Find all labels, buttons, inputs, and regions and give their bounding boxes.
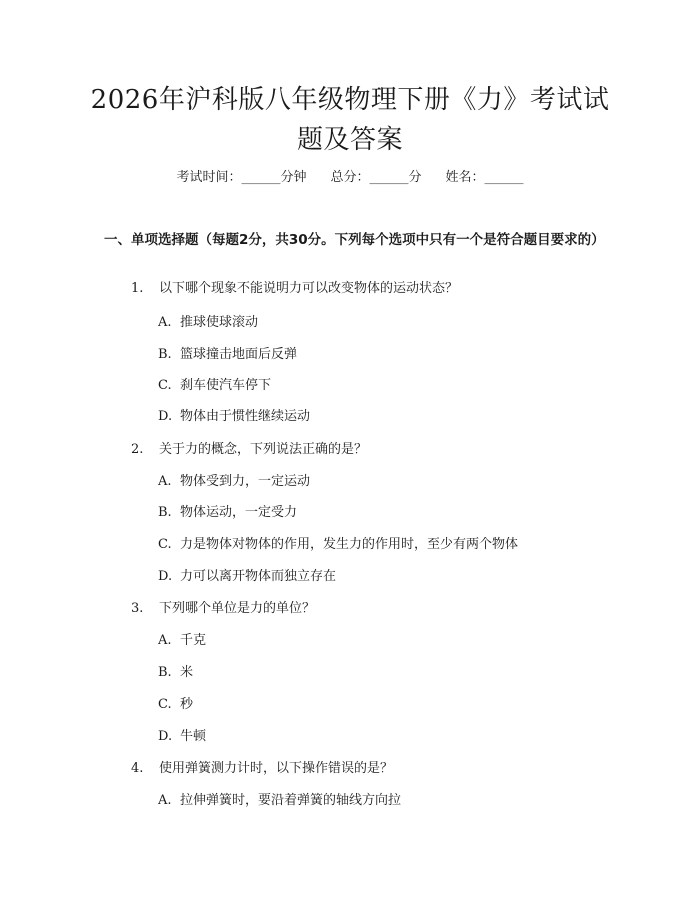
question-2-option-c: [158, 535, 518, 555]
option-text: 米: [180, 665, 194, 680]
question-1-option-c: [158, 376, 271, 396]
question-1-option-a: [158, 313, 258, 333]
question-3-option-d: [158, 727, 206, 747]
option-text: 推球使球滚动: [180, 315, 259, 330]
question-2-option-d: [158, 567, 336, 587]
section-heading-single-choice: 一、单项选择题（每题2分，共30分。下列每个选项中只有一个是符合题目要求的）: [104, 232, 605, 248]
question-number: 3.: [131, 601, 144, 616]
option-letter: B.: [158, 665, 172, 680]
exam-info-line: [0, 168, 700, 188]
option-letter: A.: [158, 633, 172, 648]
option-letter: D.: [158, 569, 173, 584]
question-3: [131, 599, 315, 619]
question-number: 4.: [131, 761, 144, 776]
question-text: 关于力的概念，下列说法正确的是？: [159, 442, 368, 457]
option-letter: C.: [158, 697, 172, 712]
option-text: 秒: [180, 697, 194, 712]
question-1-option-d: [158, 407, 310, 427]
option-letter: B.: [158, 505, 172, 520]
option-text: 物体运动，一定受力: [180, 505, 298, 520]
question-2-option-a: [158, 472, 310, 492]
question-text: 使用弹簧测力计时，以下操作错误的是？: [159, 761, 394, 776]
question-4-option-a: [158, 791, 401, 811]
option-letter: A.: [158, 315, 172, 330]
option-letter: B.: [158, 347, 172, 362]
option-text: 物体由于惯性继续运动: [180, 409, 311, 424]
option-letter: D.: [158, 729, 173, 744]
question-text: 下列哪个单位是力的单位？: [159, 601, 316, 616]
document-title: 2026年沪科版八年级物理下册《力》考试试题及答案: [90, 85, 610, 155]
option-text: 篮球撞击地面后反弹: [180, 347, 298, 362]
question-2-option-b: [158, 503, 297, 523]
exam-time-field: 考试时间：______分钟: [176, 170, 307, 185]
option-letter: C.: [158, 378, 172, 393]
option-letter: A.: [158, 474, 172, 489]
option-text: 千克: [180, 633, 207, 648]
option-letter: A.: [158, 793, 172, 808]
option-text: 刹车使汽车停下: [180, 378, 272, 393]
total-score-field: 总分：______分: [330, 170, 422, 185]
option-letter: D.: [158, 409, 173, 424]
question-number: 1.: [131, 281, 144, 296]
student-name-field: 姓名：______: [445, 170, 524, 185]
question-3-option-a: [158, 631, 206, 651]
question-3-option-c: [158, 695, 193, 715]
option-text: 力可以离开物体而独立存在: [180, 569, 337, 584]
option-letter: C.: [158, 537, 172, 552]
question-2: [131, 440, 367, 460]
question-number: 2.: [131, 442, 144, 457]
question-4: [131, 759, 393, 779]
option-text: 拉伸弹簧时，要沿着弹簧的轴线方向拉: [180, 793, 402, 808]
option-text: 物体受到力，一定运动: [180, 474, 311, 489]
question-1-option-b: [158, 345, 297, 365]
question-1: [131, 279, 458, 299]
option-text: 牛顿: [180, 729, 207, 744]
question-text: 以下哪个现象不能说明力可以改变物体的运动状态？: [159, 281, 459, 296]
question-3-option-b: [158, 663, 193, 683]
option-text: 力是物体对物体的作用，发生力的作用时，至少有两个物体: [180, 537, 519, 552]
